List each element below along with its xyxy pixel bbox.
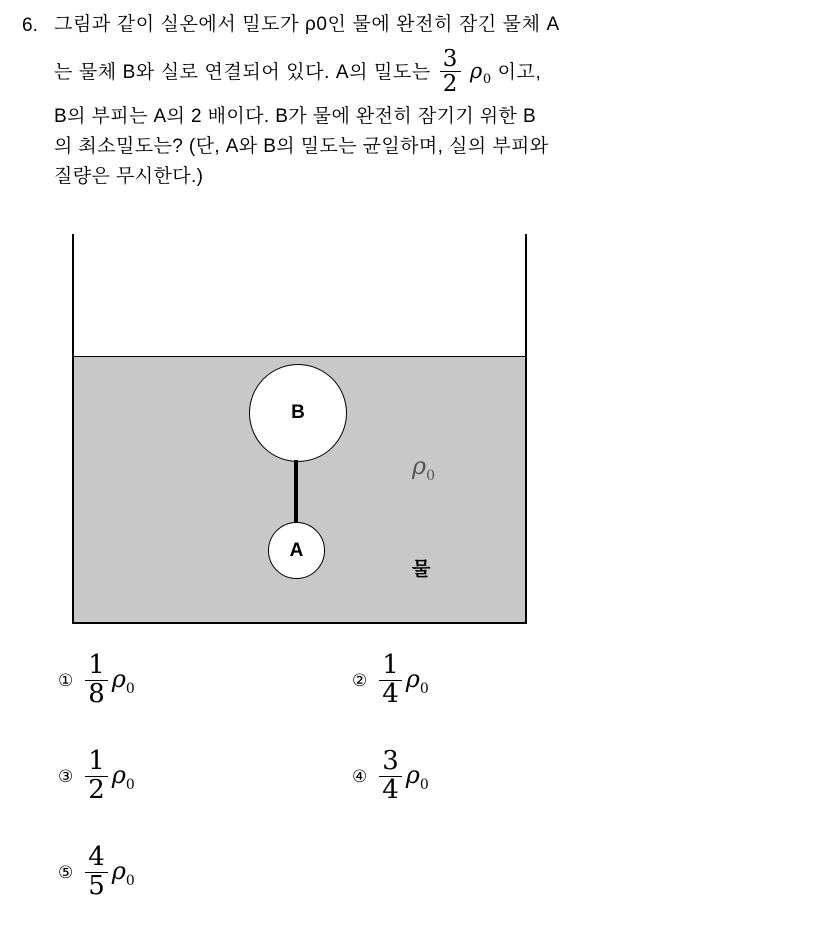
object-b-label: B	[291, 402, 305, 423]
tank-right-wall	[525, 234, 527, 624]
choice-4[interactable]	[352, 742, 429, 812]
choice-1-marker: ①	[58, 671, 74, 691]
choice-4-marker: ④	[352, 767, 368, 787]
question-block	[22, 10, 806, 192]
question-number: 6.	[22, 15, 38, 36]
choice-3-rho: $\rho_0$	[111, 761, 135, 793]
stem-fraction-denominator: 2	[440, 71, 461, 96]
stem-fraction	[440, 47, 461, 96]
question-line-2-post: 이고,	[497, 62, 542, 83]
question-text	[54, 10, 806, 192]
choice-1[interactable]	[58, 646, 135, 716]
question-line-1: 그림과 같이 실온에서 밀도가 ρ0인 물에 완전히 잠긴 물체 A	[54, 14, 560, 35]
choice-1-denominator: 8	[85, 680, 108, 708]
stem-rho-symbol: $\rho_0$	[469, 59, 492, 88]
question-line-3: B의 부피는 A의 2 배이다. B가 물에 완전히 잠기기 위한 B	[54, 106, 537, 127]
choice-4-numerator: 3	[382, 746, 399, 777]
choice-3-fraction	[85, 748, 108, 804]
object-a	[268, 522, 325, 579]
object-b	[249, 364, 347, 462]
tank-bottom-wall	[72, 622, 527, 624]
question-line-2	[54, 40, 806, 102]
choice-4-rho: $\rho_0$	[405, 761, 429, 793]
choice-2-rho: $\rho_0$	[405, 665, 429, 697]
question-line-4: 의 최소밀도는? (단, A와 B의 밀도는 균일하며, 실의 부피와	[54, 136, 549, 157]
choice-2-marker: ②	[352, 671, 368, 691]
choice-1-rho: $\rho_0$	[111, 665, 135, 697]
choice-4-denominator: 4	[379, 776, 402, 804]
choice-5-rho: $\rho_0$	[111, 857, 135, 889]
object-a-label: A	[289, 539, 304, 561]
physics-diagram	[72, 234, 532, 624]
choice-5[interactable]	[58, 838, 135, 908]
choice-3[interactable]	[58, 742, 135, 812]
choice-5-denominator: 5	[85, 872, 108, 900]
choice-1-numerator: 1	[88, 650, 105, 681]
choice-1-fraction	[85, 652, 108, 708]
question-line-2-pre: 는 물체 B와 실로 연결되어 있다. A의 밀도는	[54, 62, 431, 83]
water-text-label: 물	[412, 559, 431, 580]
choice-4-fraction	[379, 748, 402, 804]
choice-3-numerator: 1	[88, 746, 105, 777]
choice-5-fraction	[85, 844, 108, 900]
choice-2-denominator: 4	[379, 680, 402, 708]
water-density-label: $\rho_0$	[412, 452, 436, 484]
choice-2-numerator: 1	[382, 650, 399, 681]
choice-2[interactable]	[352, 646, 429, 716]
choice-3-marker: ③	[58, 767, 74, 787]
choice-3-denominator: 2	[85, 776, 108, 804]
stem-fraction-numerator: 3	[442, 46, 458, 73]
choice-5-marker: ⑤	[58, 863, 74, 883]
choice-2-fraction	[379, 652, 402, 708]
question-line-5: 질량은 무시한다.)	[54, 166, 204, 187]
choice-5-numerator: 4	[88, 842, 105, 873]
